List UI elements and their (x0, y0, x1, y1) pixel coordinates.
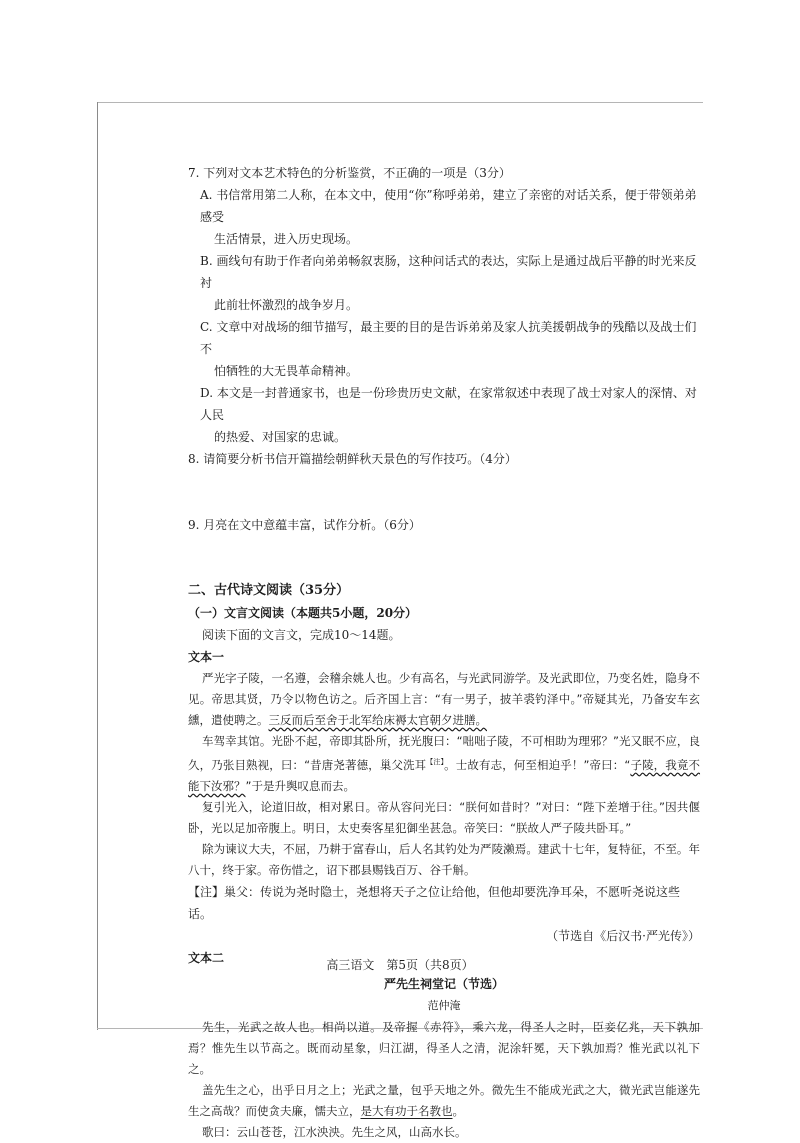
section-2-subtitle: （一）文言文阅读（本题共5小题，20分） (188, 606, 418, 620)
question-7-option-d (188, 382, 700, 448)
option-c-line1: C. 文章中对战场的细节描写，最主要的目的是告诉弟弟及家人抗美援朝战争的残酷以及战士们不 (200, 320, 697, 356)
answer-space-q9 (188, 536, 700, 580)
text-1-p2-underlined: 子陵，我竟不能下汝邪？ (188, 757, 701, 793)
text-1-paragraph-2 (188, 731, 700, 797)
text-2-p2-text-b: 。 (452, 1103, 464, 1118)
answer-space-q8 (188, 470, 700, 514)
text-1-p1-underlined: 三反而后至舍于北军给床褥太官朝夕进膳。 (268, 713, 487, 727)
question-9: 9. 月亮在文中意蕴丰富，试作分析。（6分） (188, 518, 421, 532)
text-1-paragraph-3: 复引光入，论道旧故，相对累日。帝从容问光曰：“朕何如昔时？”对曰：“陛下差增于往。”因共偃卧，光以足加帝腹上。明日，太史奏客星犯御坐甚急。帝笑曰：“朕故人严子陵共卧耳。” (188, 799, 700, 835)
page-border-top (97, 102, 703, 103)
question-7-option-c (188, 316, 700, 382)
text-2-paragraph-2 (188, 1080, 700, 1122)
text-2-paragraph-3: 歌曰：云山苍苍，江水泱泱。先生之风，山高水长。 (202, 1124, 467, 1139)
text-1-paragraph-4: 除为谏议大夫，不屈，乃耕于富春山，后人名其钓处为严陵濑焉。建武十七年，复特征，不至。年八十，终于家。帝伤惜之，诏下郡县赐钱百万、谷千斛。 (188, 841, 700, 877)
reading-instruction: 阅读下面的文言文，完成10～14题。 (202, 628, 401, 642)
question-8: 8. 请简要分析书信开篇描绘朝鲜秋天景色的写作技巧。（4分） (188, 452, 517, 466)
text-2-paragraph-1: 先生，光武之故人也。相尚以道。及帝握《赤符》，乘六龙，得圣人之时，臣妾亿兆，天下孰加焉？惟先生以节高之。既而动星象，归江湖，得圣人之清，泥涂轩冕，天下孰加焉？惟光武以礼下之。 (188, 1019, 700, 1076)
question-7-stem: 7. 下列对文本艺术特色的分析鉴赏，不正确的一项是（3分） (188, 166, 511, 180)
option-c-line2: 怕牺牲的大无畏革命精神。 (214, 364, 359, 378)
text-1-note: 【注】巢父：传说为尧时隐士，尧想将天子之位让给他，但他却要洗净耳朵，不愿听尧说这些话。 (188, 884, 681, 921)
text-2-title: 严先生祠堂记（节选） (383, 976, 504, 991)
text-1-paragraph-1 (188, 668, 700, 731)
option-a-line2: 生活情景，进入历史现场。 (214, 232, 359, 246)
text-2-author: 范仲淹 (427, 998, 461, 1012)
option-a-line1: A. 书信常用第二人称，在本文中，使用“你”称呼弟弟，建立了亲密的对话关系，便于带领弟弟感受 (200, 188, 697, 224)
section-2-title: 二、古代诗文阅读（35分） (188, 583, 350, 598)
page-content (188, 162, 700, 1143)
text-2-p2-text-a: 盖先生之心，出乎日月之上；光武之量，包乎天地之外。微先生不能成光武之大，微光武岂能遂先生之高哉？而使贪夫廉，懦夫立， (188, 1082, 700, 1118)
option-d-line1: D. 本文是一封普通家书，也是一份珍贵历史文献，在家常叙述中表现了战士对家人的深情、对人民 (200, 386, 697, 422)
option-b-line1: B. 画线句有助于作者向弟弟畅叙衷肠，这种问话式的表达，实际上是通过战后平静的时光来反衬 (200, 254, 697, 290)
option-d-line2: 的热爱、对国家的忠诚。 (214, 430, 347, 444)
page-footer: 高三语文 第5页（共8页） (326, 958, 474, 972)
text-2-p2-underlined: 是大有功于名教也 (360, 1103, 453, 1118)
text-1-p2-text-b: 。士故有志，何至相迫乎！”帝曰：“ (444, 757, 631, 772)
page-border-left (97, 102, 98, 1030)
text-1-p2-text-a: 车驾幸其馆。光卧不起，帝即其卧所，抚光腹曰：“咄咄子陵，不可相助为理邪？”光又眠不应，良久，乃张目熟视，曰：“昔唐尧著德，巢父洗耳 (188, 734, 700, 772)
question-7-option-b (188, 250, 700, 316)
text-2-label: 文本二 (188, 950, 225, 965)
option-b-line2: 此前壮怀激烈的战争岁月。 (214, 298, 359, 312)
text-1-label: 文本一 (188, 650, 225, 664)
text-1-p2-text-c: ”于是升舆叹息而去。 (245, 778, 355, 793)
text-1-source: （节选自《后汉书·严光传》） (546, 928, 700, 943)
footnote-marker: 【注】 (426, 758, 445, 766)
text-1-p1-text: 严光字子陵，一名遵，会稽余姚人也。少有高名，与光武同游学。及光武即位，乃变名姓，隐身不见。帝思其贤，乃令以物色访之。后齐国上言：“有一男子，披羊裘钓泽中。”帝疑其光，乃备安车玄纁，遣使聘之。 (188, 671, 700, 727)
question-7-option-a (188, 184, 700, 250)
